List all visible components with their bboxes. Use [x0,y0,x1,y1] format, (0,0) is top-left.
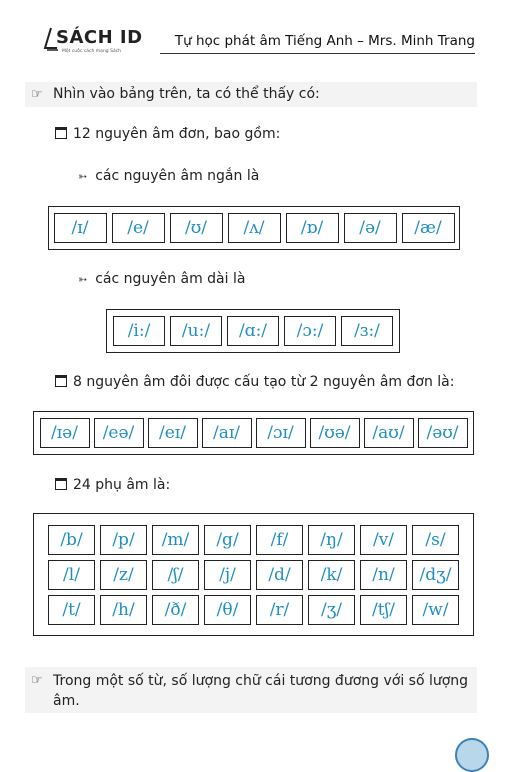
intro-note-text: Nhìn vào bảng trên, ta có thể thấy có: [53,86,320,102]
ipa-symbol-cell: /aʊ/ [364,418,414,448]
ipa-symbol-cell: /f/ [256,525,303,555]
ipa-symbol-cell: /p/ [100,525,147,555]
ipa-symbol-cell: /d/ [256,560,303,590]
ipa-symbol-cell: /eə/ [94,418,144,448]
ipa-symbol-cell: /ɔ:/ [284,316,336,346]
ipa-symbol-cell: /ə/ [344,213,397,243]
ipa-symbol-cell: /ɪə/ [40,418,90,448]
consonants-row [48,595,459,625]
ipa-symbol-cell: /k/ [308,560,355,590]
ipa-symbol-cell: /l/ [48,560,95,590]
ipa-symbol-cell: /r/ [256,595,303,625]
ipa-symbol-cell: /əʊ/ [418,418,468,448]
ipa-symbol-cell: /w/ [412,595,459,625]
calendar-icon [55,478,67,490]
ipa-symbol-cell: /ŋ/ [308,525,355,555]
consonants-heading [55,477,170,493]
long-vowels-table [106,309,400,353]
ipa-symbol-cell: /z/ [100,560,147,590]
pointing-hand-icon: ☞ [31,673,43,688]
ipa-symbol-cell: /e/ [112,213,165,243]
page-header [40,24,475,58]
diphthongs-heading [55,374,454,390]
consonants-table [33,513,474,636]
calendar-icon [55,127,67,139]
ipa-symbol-cell: /ʊ/ [170,213,223,243]
ipa-symbol-cell: /v/ [360,525,407,555]
ipa-symbol-cell: /ʊə/ [310,418,360,448]
short-vowels-table [48,206,460,250]
ipa-symbol-cell: /aɪ/ [202,418,252,448]
consonants-heading-text: 24 phụ âm là: [73,477,171,493]
consonants-row [48,560,459,590]
ipa-symbol-cell: /ɒ/ [286,213,339,243]
consonants-row [48,525,459,555]
long-vowels-label-text: các nguyên âm dài là [95,271,246,287]
ipa-symbol-cell: /s/ [412,525,459,555]
monophthongs-heading [55,126,280,142]
pointing-hand-icon: ☞ [31,87,43,102]
logo [40,24,160,58]
long-vowels-row [113,316,393,346]
ipa-symbol-cell: /u:/ [170,316,222,346]
diphthongs-table [33,411,474,455]
short-vowels-row [54,213,455,243]
diphthongs-heading-text: 8 nguyên âm đôi được cấu tạo từ 2 nguyên âm đơn là: [73,374,455,390]
ipa-symbol-cell: /ɪ/ [54,213,107,243]
arrow-bullet-icon: ➳ [78,170,88,183]
ipa-symbol-cell: /dʒ/ [412,560,459,590]
header-rule [160,53,475,54]
ipa-symbol-cell: /eɪ/ [148,418,198,448]
logo-text: SÁCH ID [56,27,143,48]
arrow-bullet-icon: ➳ [78,273,88,286]
logo-tagline: Một cuộc cách mạng Sách [62,49,122,54]
ipa-symbol-cell: /j/ [204,560,251,590]
ipa-symbol-cell: /æ/ [402,213,455,243]
ipa-symbol-cell: /ɑ:/ [227,316,279,346]
ipa-symbol-cell: /ɔɪ/ [256,418,306,448]
short-vowels-label [78,168,259,184]
monophthongs-heading-text: 12 nguyên âm đơn, bao gồm: [73,126,281,142]
closing-note [25,667,477,713]
ipa-symbol-cell: /m/ [152,525,199,555]
short-vowels-label-text: các nguyên âm ngắn là [95,168,260,184]
page-number-badge [455,738,489,772]
ipa-symbol-cell: /b/ [48,525,95,555]
ipa-symbol-cell: /ʌ/ [228,213,281,243]
ipa-symbol-cell: /θ/ [204,595,251,625]
ipa-symbol-cell: /h/ [100,595,147,625]
ipa-symbol-cell: /ʒ/ [308,595,355,625]
intro-note [25,82,477,107]
calendar-icon [55,375,67,387]
long-vowels-label [78,271,245,287]
ipa-symbol-cell: /n/ [360,560,407,590]
ipa-symbol-cell: /i:/ [113,316,165,346]
ipa-symbol-cell: /t/ [48,595,95,625]
diphthongs-row [40,418,468,448]
ipa-symbol-cell: /ɜ:/ [341,316,393,346]
ipa-symbol-cell: /ʃ/ [152,560,199,590]
ipa-symbol-cell: /tʃ/ [360,595,407,625]
ipa-symbol-cell: /g/ [204,525,251,555]
ipa-symbol-cell: /ð/ [152,595,199,625]
header-title: Tự học phát âm Tiếng Anh – Mrs. Minh Trang [174,33,475,49]
closing-note-text: Trong một số từ, số lượng chữ cái tương đương với số lượng âm. [53,673,469,709]
